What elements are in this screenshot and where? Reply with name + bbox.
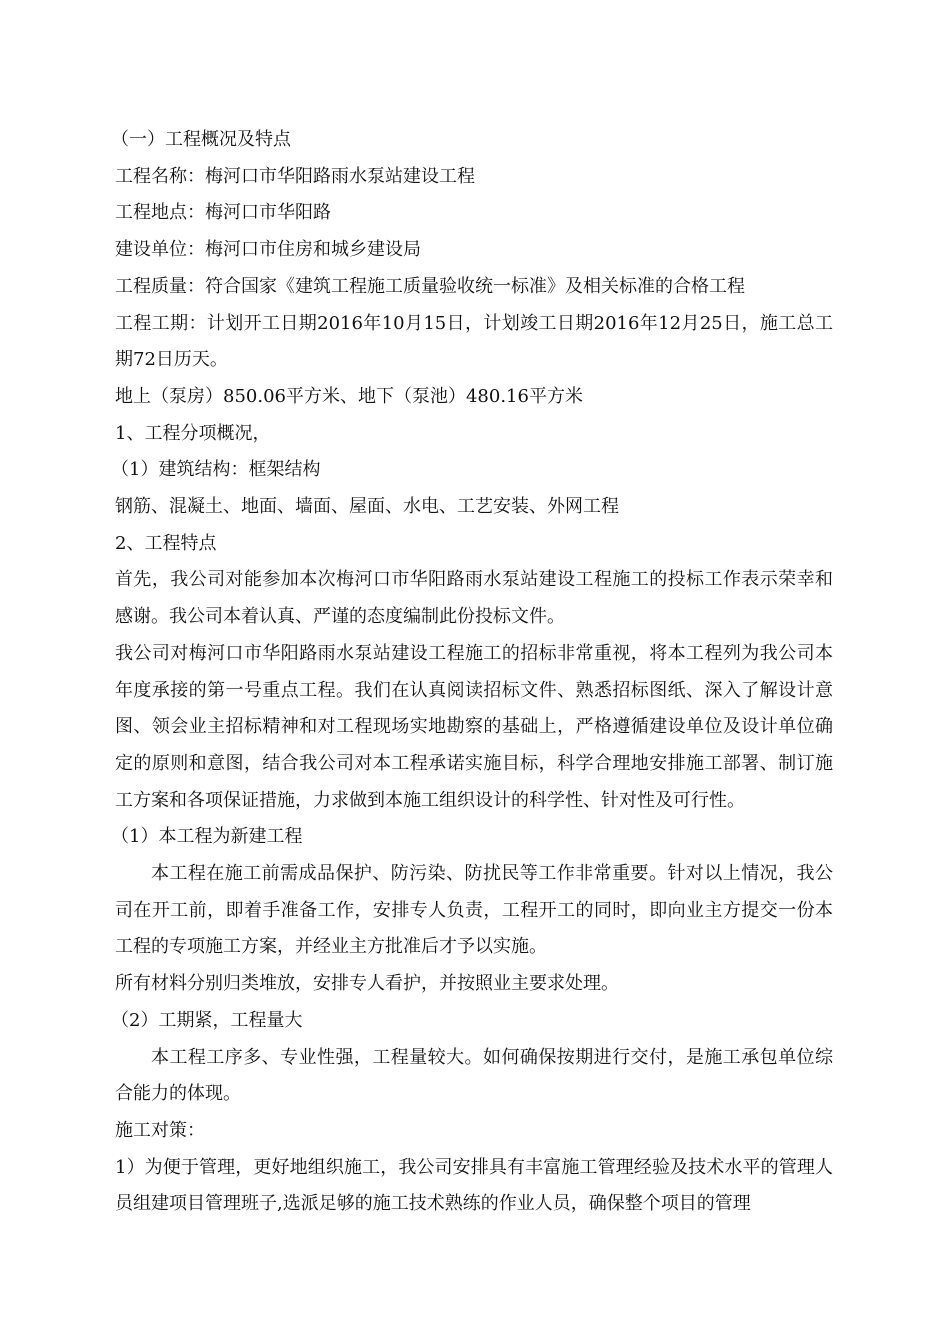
structure-type: （1）建筑结构：框架结构 xyxy=(111,459,321,481)
project-schedule: 工程工期：计划开工日期2016年10月15日，计划竣工日期2016年12月25日，施工总工期72日历天。 xyxy=(115,312,833,371)
document-body xyxy=(111,122,833,1223)
body-paragraph: 我公司对梅河口市华阳路雨水泵站建设工程施工的招标非常重视，将本工程列为我公司本年度承接的第一号重点工程。我们在认真阅读招标文件、熟悉招标图纸、深入了解设计意图、领会业主招标精神和对工程现场实地勘察的基础上，严格遵循建设单位及设计单位确定的原则和意图，结合我公司对本工程承诺实施目标，科学合理地安排施工部署、制订施工方案和各项保证措施，力求做到本施工组织设计的科学性、针对性及可行性。 xyxy=(115,642,833,811)
item-heading: （1）本工程为新建工程 xyxy=(111,826,303,848)
body-paragraph: 1）为便于管理，更好地组织施工，我公司安排具有丰富施工管理经验及技术水平的管理人员组建项目管理班子,选派足够的施工技术熟练的作业人员，确保整个项目的管理 xyxy=(115,1156,833,1215)
subsection-heading: 2、工程特点 xyxy=(115,532,217,554)
body-paragraph: 首先，我公司对能参加本次梅河口市华阳路雨水泵站建设工程施工的投标工作表示荣幸和感谢。我公司本着认真、严谨的态度编制此份投标文件。 xyxy=(115,569,833,628)
work-items: 钢筋、混凝土、地面、墙面、屋面、水电、工艺安装、外网工程 xyxy=(115,496,619,518)
body-paragraph: 所有材料分别归类堆放，安排专人看护，并按照业主要求处理。 xyxy=(115,973,619,995)
construction-unit: 建设单位：梅河口市住房和城乡建设局 xyxy=(115,239,421,261)
section-heading: （一）工程概况及特点 xyxy=(111,129,291,150)
body-paragraph: 施工对策： xyxy=(115,1119,205,1141)
project-location: 工程地点：梅河口市华阳路 xyxy=(115,202,331,224)
body-paragraph: 本工程在施工前需成品保护、防污染、防扰民等工作非常重要。针对以上情况，我公司在开工前，即着手准备工作，安排专人负责，工程开工的同时，即向业主方提交一份本工程的专项施工方案，并经业主方批准后才予以实施。 xyxy=(115,863,833,958)
item-heading: （2）工期紧，工程量大 xyxy=(111,1009,303,1031)
subsection-heading: 1、工程分项概况， xyxy=(115,422,271,444)
project-area: 地上（泵房）850.06平方米、地下（泵池）480.16平方米 xyxy=(115,385,583,407)
project-quality: 工程质量：符合国家《建筑工程施工质量验收统一标准》及相关标准的合格工程 xyxy=(115,275,745,297)
body-paragraph: 本工程工序多、专业性强，工程量较大。如何确保按期进行交付，是施工承包单位综合能力的体现。 xyxy=(115,1046,833,1105)
project-name: 工程名称：梅河口市华阳路雨水泵站建设工程 xyxy=(115,165,475,187)
